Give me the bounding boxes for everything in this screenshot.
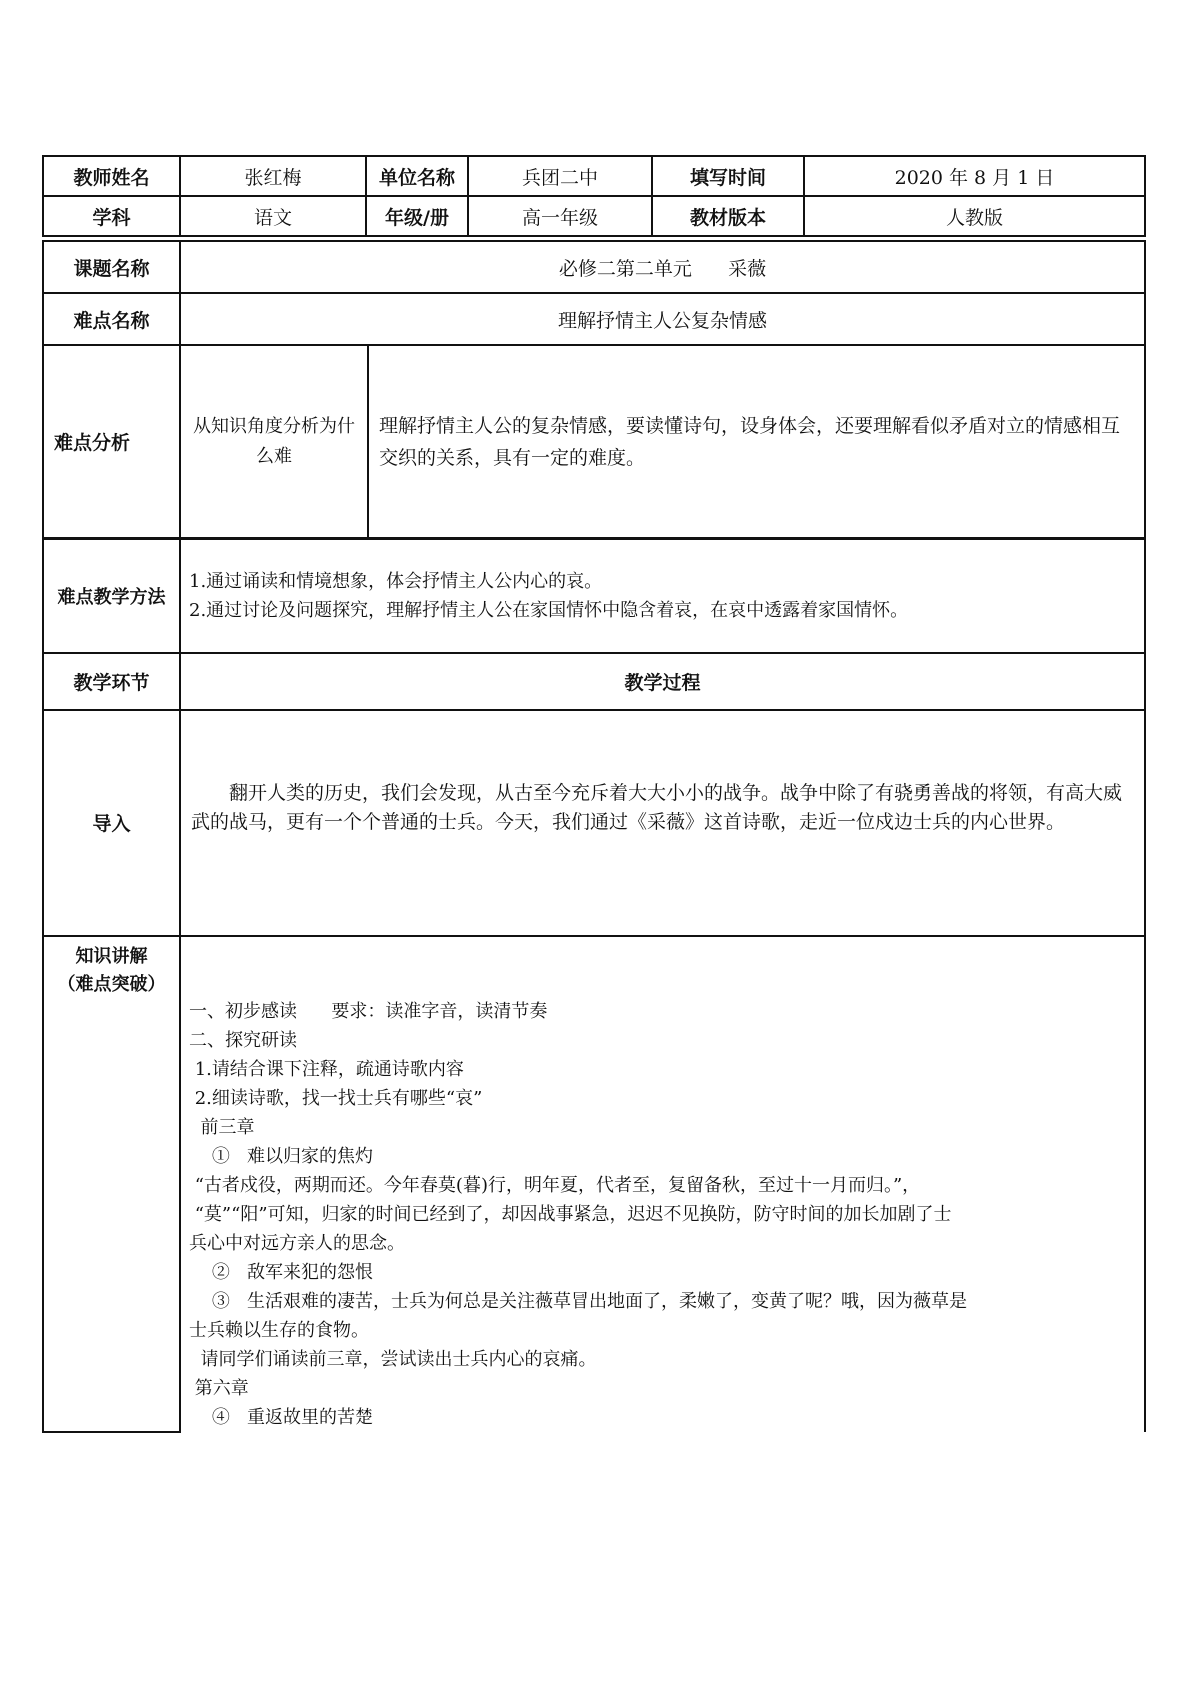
method-item: 2.通过讨论及问题探究，理解抒情主人公在家国情怀中隐含着哀，在哀中透露着家国情怀。 (189, 599, 909, 621)
grade-value: 高一年级 (468, 196, 652, 236)
knowledge-line: 2.细读诗歌，找一找士兵有哪些“哀” (189, 1087, 483, 1109)
knowledge-line: ② 敌军来犯的怨恨 (189, 1261, 374, 1283)
knowledge-line: “古者戍役，两期而还。今年春莫(暮)行，明年夏，代者至，复留备秋，至过十一月而归。”， (189, 1174, 921, 1196)
subject-value: 语文 (180, 196, 366, 236)
knowledge-line: 兵心中对远方亲人的思念。 (189, 1232, 405, 1254)
analysis-sub-label: 从知识角度分析为什么难 (181, 346, 368, 537)
topic-label: 课题名称 (43, 241, 180, 293)
knowledge-line: 一、初步感读 要求：读准字音，读清节奏 (189, 1000, 548, 1022)
main-table (42, 240, 1146, 1433)
knowledge-label: 知识讲解 (75, 945, 148, 967)
knowledge-label-cell (43, 936, 180, 1432)
edition-label: 教材版本 (652, 196, 804, 236)
analysis-cell (180, 345, 1145, 539)
method-label: 难点教学方法 (43, 539, 180, 653)
unit-name-value: 兵团二中 (468, 156, 652, 196)
knowledge-line: ③ 生活艰难的凄苦，士兵为何总是关注薇草冒出地面了，柔嫩了，变黄了呢？哦，因为薇草是 (189, 1290, 968, 1312)
process-header: 教学过程 (180, 653, 1145, 710)
unit-name-label: 单位名称 (366, 156, 468, 196)
knowledge-sublabel: （难点突破） (57, 973, 166, 995)
fill-date-label: 填写时间 (652, 156, 804, 196)
knowledge-line: 前三章 (189, 1116, 255, 1138)
subject-label: 学科 (43, 196, 180, 236)
knowledge-line: 第六章 (189, 1377, 249, 1399)
edition-value: 人教版 (804, 196, 1145, 236)
knowledge-line: “莫”“阳”可知，归家的时间已经到了，却因战事紧急，迟迟不见换防，防守时间的加长加剧了士 (189, 1203, 952, 1225)
knowledge-line: 1.请结合课下注释，疏通诗歌内容 (189, 1058, 464, 1080)
method-list (180, 539, 1145, 653)
knowledge-line: ④ 重返故里的苦楚 (189, 1406, 374, 1428)
topic-value: 必修二第二单元 采薇 (180, 241, 1145, 293)
intro-text: 翻开人类的历史，我们会发现，从古至今充斥着大大小小的战争。战争中除了有骁勇善战的将领，有高大威武的战马，更有一个个普通的士兵。今天，我们通过《采薇》这首诗歌，走近一位戍边士兵的内心世界。 (180, 710, 1145, 936)
analysis-label: 难点分析 (43, 345, 180, 539)
info-table (42, 155, 1146, 237)
teacher-name-value: 张红梅 (180, 156, 366, 196)
knowledge-line: 二、探究研读 (189, 1029, 297, 1051)
knowledge-line: 士兵赖以生存的食物。 (189, 1319, 369, 1341)
knowledge-content (180, 936, 1145, 1432)
method-item: 1.通过诵读和情境想象，体会抒情主人公内心的哀。 (189, 570, 603, 592)
analysis-text: 理解抒情主人公的复杂情感，要读懂诗句，设身体会，还要理解看似矛盾对立的情感相互交织的关系，具有一定的难度。 (379, 414, 1121, 469)
analysis-subtable (181, 346, 1144, 537)
intro-label: 导入 (43, 710, 180, 936)
lesson-plan-form (42, 155, 1144, 1433)
fill-date-value: 2020 年 8 月 1 日 (804, 156, 1145, 196)
knowledge-line: ① 难以归家的焦灼 (189, 1145, 374, 1167)
teacher-name-label: 教师姓名 (43, 156, 180, 196)
difficulty-label: 难点名称 (43, 293, 180, 345)
difficulty-value: 理解抒情主人公复杂情感 (180, 293, 1145, 345)
stage-header: 教学环节 (43, 653, 180, 710)
grade-label: 年级/册 (366, 196, 468, 236)
knowledge-line: 请同学们诵读前三章，尝试读出士兵内心的哀痛。 (189, 1348, 597, 1370)
